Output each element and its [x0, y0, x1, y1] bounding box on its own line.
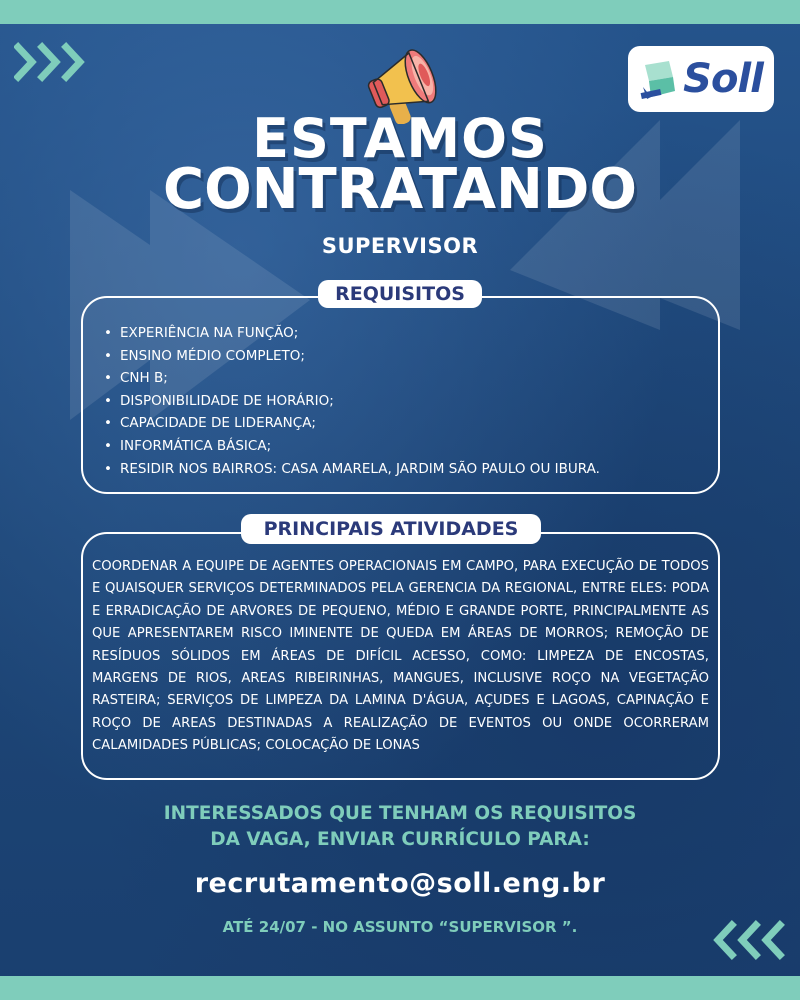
list-item: • EXPERIÊNCIA NA FUNÇÃO;	[104, 322, 600, 345]
activities-heading: PRINCIPAIS ATIVIDADES	[241, 514, 541, 544]
headline-line-2: CONTRATANDO	[162, 157, 638, 222]
bullet-icon: •	[104, 347, 112, 364]
soll-logo-mark	[639, 57, 679, 101]
list-item: • CNH B;	[104, 367, 600, 390]
bottom-teal-band	[0, 976, 800, 1000]
deadline-note: ATÉ 24/07 - NO ASSUNTO “SUPERVISOR ”.	[222, 918, 578, 936]
activities-text: COORDENAR A EQUIPE DE AGENTES OPERACIONAIS EM CAMPO, PARA EXECUÇÃO DE TODOS E QUAISQUER SERVIÇOS DETERMINADOS PELA GERENCIA DA REGIONAL, ENTRE ELES: PODA E ERRADICAÇÃO DE ARVORES DE PEQUENO, MÉDIO E GRANDE PORTE, PRINCIPALMENTE AS QUE APRESENTAREM RISCO IMINENTE DE QUEDA EM ÁREAS DE MORROS; REMOÇÃO DE RESÍDUOS SÓLIDOS EM ÁREAS DE DIFÍCIL ACESSO, COMO: LIMPEZA DE ENCOSTAS, MARGENS DE RIOS, AREAS RIBEIRINHAS, MANGUES, INCLUSIVE ROÇO NA VEGETAÇÃO RASTEIRA; SERVIÇOS DE LIMPEZA DA LAMINA D'ÁGUA, AÇUDES E LAGOAS, CAPINAÇÃO E ROÇO DE AREAS DESTINADAS A REALIZAÇÃO DE EVENTOS OU ONDE OCORRERAM CALAMIDADES PÚBLICAS; COLOCAÇÃO DE LONAS	[92, 559, 709, 754]
triple-chevron-right-icon	[14, 42, 94, 82]
bullet-icon: •	[104, 460, 112, 477]
bullet-icon: •	[104, 370, 112, 387]
bullet-icon: •	[104, 392, 112, 409]
list-item: • DISPONIBILIDADE DE HORÁRIO;	[104, 390, 600, 413]
list-item: • ENSINO MÉDIO COMPLETO;	[104, 345, 600, 368]
triple-chevron-left-icon	[708, 920, 788, 960]
logo-text: Soll	[683, 56, 763, 102]
list-item: • CAPACIDADE DE LIDERANÇA;	[104, 412, 600, 435]
soll-logo	[628, 46, 774, 112]
headline-line-1: ESTAMOS	[252, 107, 548, 170]
cta-line-2: DA VAGA, ENVIAR CURRÍCULO PARA:	[210, 829, 590, 850]
bullet-icon: •	[104, 437, 112, 454]
requirements-heading: REQUISITOS	[318, 280, 482, 308]
requirements-list	[104, 322, 600, 480]
bullet-icon: •	[104, 415, 112, 432]
bullet-icon: •	[104, 325, 112, 341]
list-item: • INFORMÁTICA BÁSICA;	[104, 435, 600, 458]
cta-line-1: INTERESSADOS QUE TENHAM OS REQUISITOS	[163, 803, 637, 824]
position-title: SUPERVISOR	[321, 234, 479, 258]
list-item: • RESIDIR NOS BAIRROS: CASA AMARELA, JARDIM SÃO PAULO OU IBURA.	[104, 458, 600, 481]
contact-email: recrutamento@soll.eng.br	[194, 868, 606, 899]
